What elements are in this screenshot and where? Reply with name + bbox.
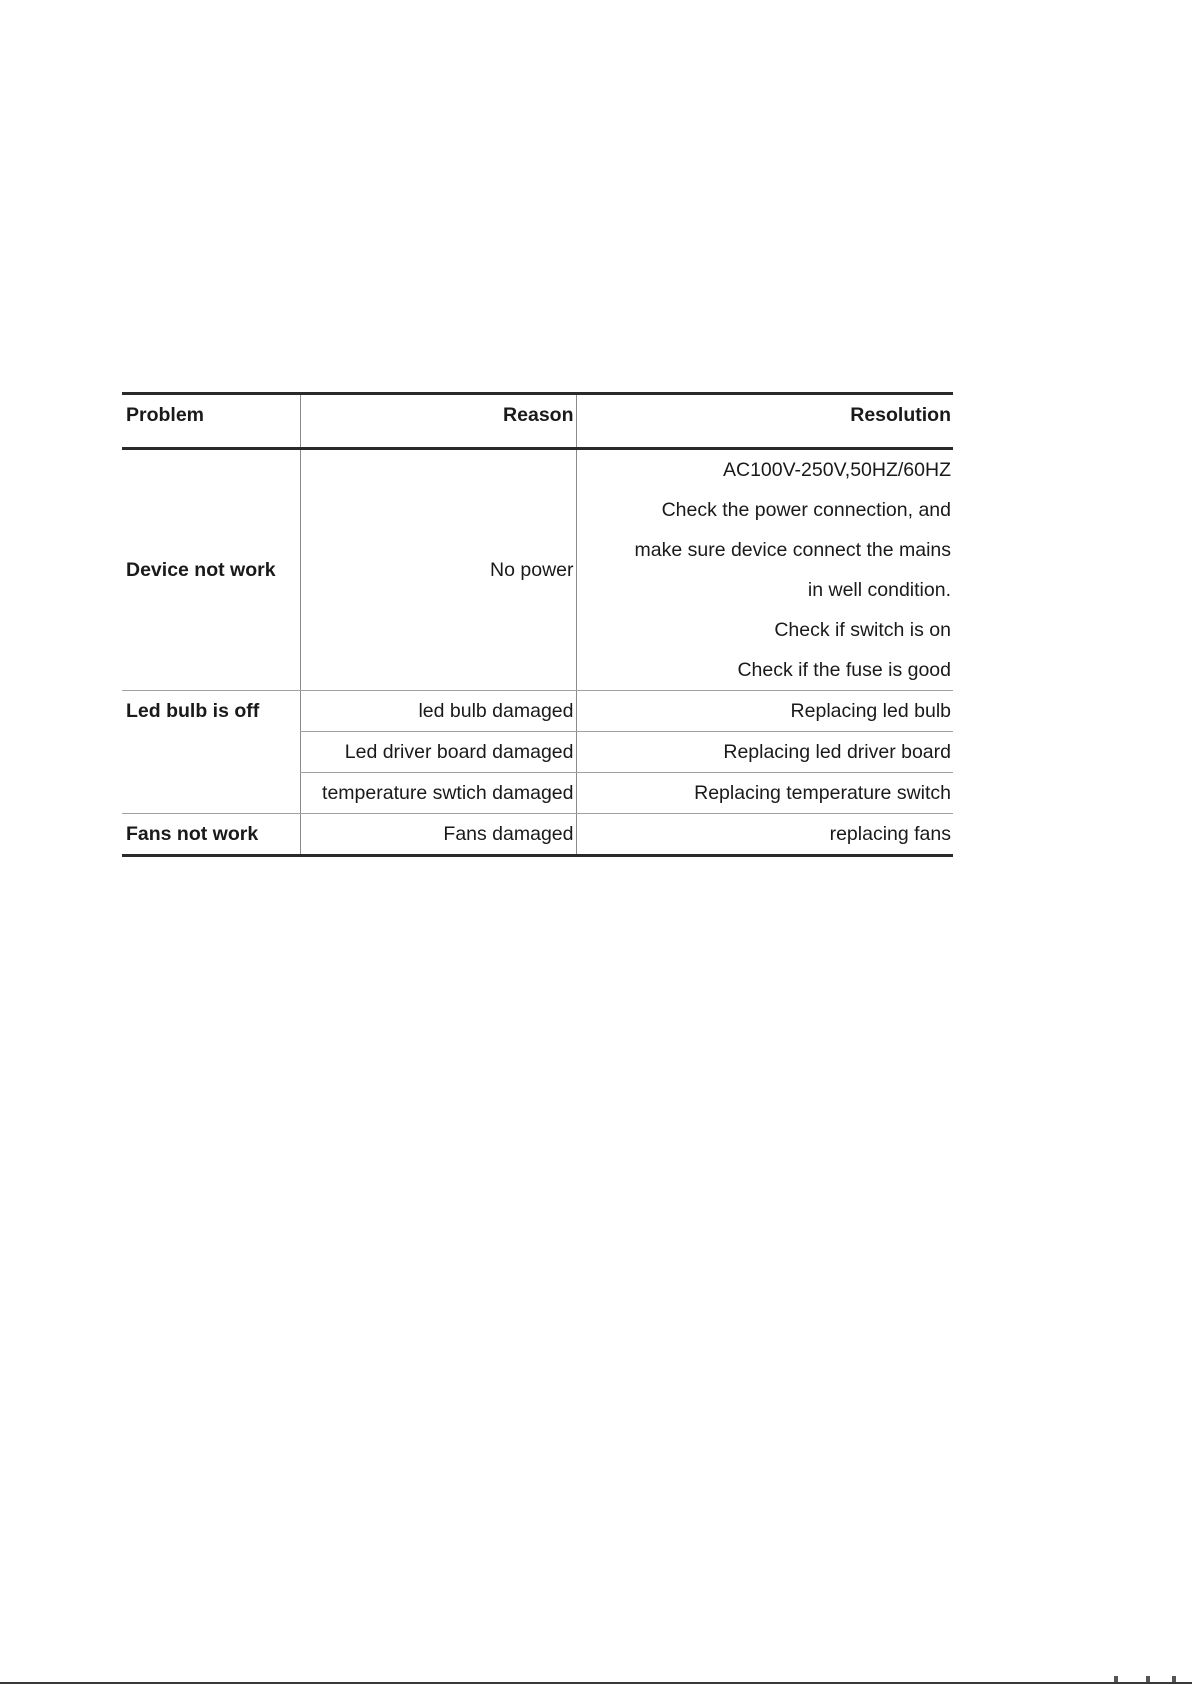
- table-row: [122, 449, 953, 691]
- resolution-cell: Replacing led bulb: [576, 691, 953, 732]
- resolution-cell: [576, 449, 953, 691]
- resolution-lines: [581, 450, 952, 690]
- resolution-line: in well condition.: [807, 579, 951, 601]
- reason-cell: Led driver board damaged: [300, 732, 576, 773]
- resolution-line: AC100V-250V,50HZ/60HZ: [722, 459, 951, 481]
- resolution-cell: Replacing temperature switch: [576, 773, 953, 814]
- problem-cell: Led bulb is off: [126, 700, 260, 722]
- reason-cell: led bulb damaged: [300, 691, 576, 732]
- reason-cell: No power: [300, 449, 576, 691]
- corner-marks: [1110, 1676, 1180, 1684]
- troubleshooting-table: [122, 392, 953, 857]
- troubleshooting-table-wrapper: [122, 392, 953, 857]
- header-reason: Reason: [300, 394, 576, 449]
- table-header-row: [122, 394, 953, 449]
- resolution-line: Check the power connection, and: [661, 499, 951, 521]
- resolution-cell: replacing fans: [576, 814, 953, 856]
- table-row: [122, 814, 953, 856]
- page-bottom-rule: [0, 1682, 1192, 1684]
- reason-cell: temperature swtich damaged: [300, 773, 576, 814]
- header-resolution: Resolution: [576, 394, 953, 449]
- resolution-line: Check if the fuse is good: [737, 659, 951, 681]
- resolution-line: make sure device connect the mains: [634, 539, 951, 561]
- table-row: [122, 691, 953, 732]
- resolution-cell: Replacing led driver board: [576, 732, 953, 773]
- header-problem: Problem: [126, 404, 205, 426]
- problem-cell: Device not work: [122, 449, 300, 691]
- resolution-line: Check if switch is on: [774, 619, 951, 641]
- problem-cell: Fans not work: [122, 814, 300, 856]
- reason-cell: Fans damaged: [300, 814, 576, 856]
